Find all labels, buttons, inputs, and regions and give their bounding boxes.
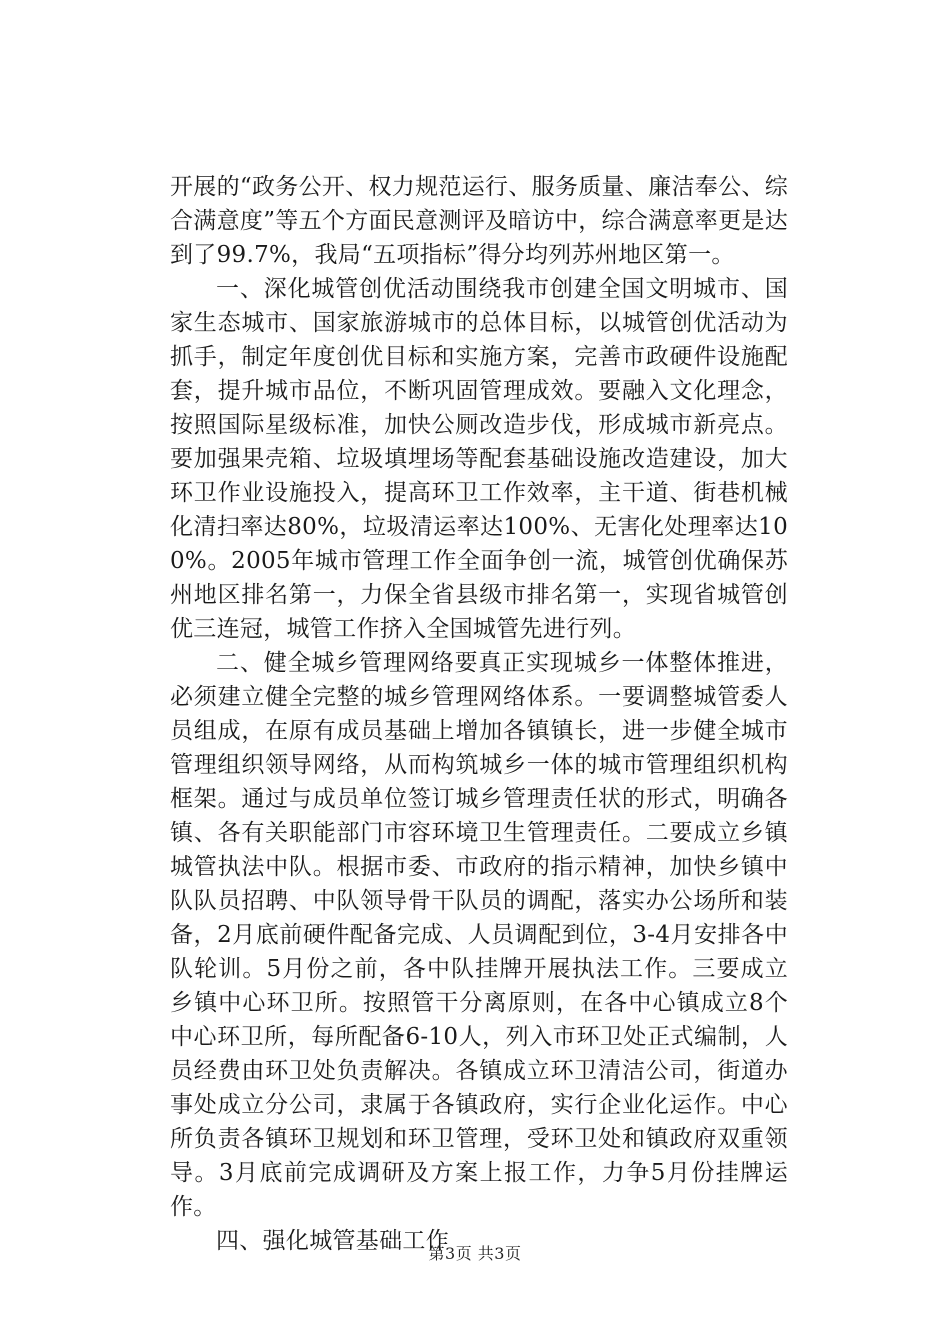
paragraph-section-one: 一、深化城管创优活动围绕我市创建全国文明城市、国家生态城市、国家旅游城市的总体目标，以城管创优活动为抓手，制定年度创优目标和实施方案，完善市政硬件设施配套，提升城市品位，不断巩固管理成效。要融入文化理念，按照国际星级标准，加快公厕改造步伐，形成城市新亮点。要加强果壳箱、垃圾填埋场等配套基础设施改造建设，加大环卫作业设施投入，提高环卫工作效率，主干道、街巷机械化清扫率达80%，垃圾清运率达100%、无害化处理率达100%。2005年城市管理工作全面争创一流，城管创优确保苏州地区排名第一，力保全省县级市排名第一，实现省城管创优三连冠，城管工作挤入全国城管先进行列。 — [170, 276, 788, 642]
document-body — [170, 170, 788, 1258]
paragraph-continuation: 开展的“政务公开、权力规范运行、服务质量、廉洁奉公、综合满意度”等五个方面民意测评及暗访中，综合满意率更是达到了99.7%，我局“五项指标”得分均列苏州地区第一。 — [170, 174, 788, 268]
page-number-footer: 第3页 共3页 — [428, 1244, 522, 1263]
paragraph-section-two: 二、健全城乡管理网络要真正实现城乡一体整体推进，必须建立健全完整的城乡管理网络体系。一要调整城管委人员组成，在原有成员基础上增加各镇镇长，进一步健全城市管理组织领导网络，从而构筑城乡一体的城市管理组织机构框架。通过与成员单位签订城乡管理责任状的形式，明确各镇、各有关职能部门市容环境卫生管理责任。二要成立乡镇城管执法中队。根据市委、市政府的指示精神，加快乡镇中队队员招聘、中队领导骨干队员的调配，落实办公场所和装备，2月底前硬件配备完成、人员调配到位，3-4月安排各中队轮训。5月份之前，各中队挂牌开展执法工作。三要成立乡镇中心环卫所。按照管干分离原则，在各中心镇成立8个中心环卫所，每所配备6-10人，列入市环卫处正式编制，人员经费由环卫处负责解决。各镇成立环卫清洁公司，街道办事处成立分公司，隶属于各镇政府，实行企业化运作。中心所负责各镇环卫规划和环卫管理，受环卫处和镇政府双重领导。3月底前完成调研及方案上报工作，力争5月份挂牌运作。 — [170, 650, 788, 1220]
paragraph-section-four-heading: 四、强化城管基础工作 — [216, 1228, 449, 1254]
